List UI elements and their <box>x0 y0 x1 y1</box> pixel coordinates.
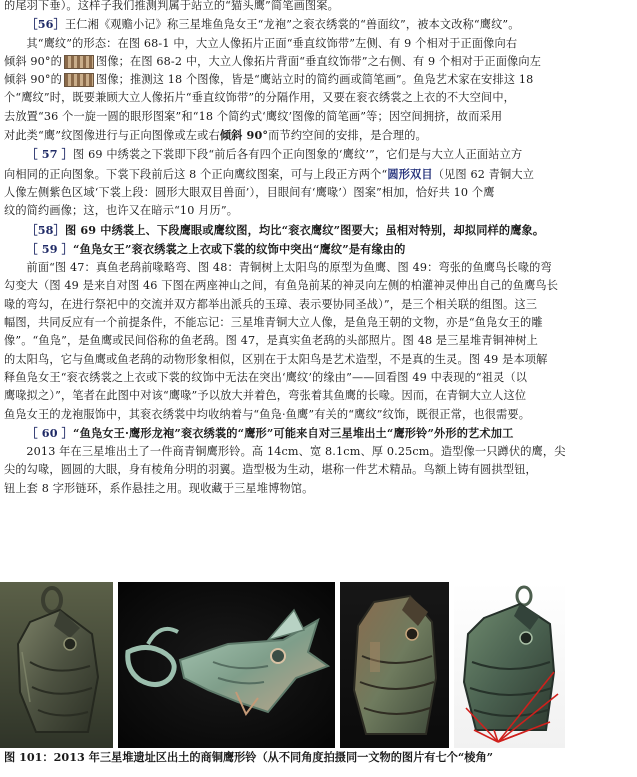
body-text <box>4 0 632 498</box>
note-59-heading: “鱼凫女王”衮衣绣裳之上衣或下裳的纹饰中突出“鹰纹”是有缘由的 <box>73 241 406 256</box>
note-60-para-c: 钮上套 8 字形链环，系作悬挂之用。现收藏于三星堆博物馆。 <box>4 481 314 495</box>
note-59-para-g: 释鱼凫女王“衮衣绣裳之上衣或下裳的纹饰中无法在突出‘鹰纹’的缘由”——回看图 49 中表现的“祖灵（以 <box>4 370 528 384</box>
note-57-para-b <box>4 165 632 184</box>
note-56-para-a: 其“鹰纹”的形态：在图 68-1 中，大立人像拓片正面“垂直纹饰带”左侧、有 9 个相对于正面像向右 <box>26 36 518 50</box>
note-59 <box>4 240 632 259</box>
note-60-heading: “鱼凫女王·鹰形龙袍”衮衣绣裳的“鹰形”可能来自对三星堆出土“鹰形铃”外形的艺术加工 <box>73 425 514 440</box>
note-58 <box>4 221 632 240</box>
note-56-para-e: 去放置“36 个一旋一圆的眼形图案”和“18 个简约式‘鹰纹’图像的简笔画”等；因空间拥挤，故而采用 <box>4 109 503 123</box>
photo-bell-angle <box>340 582 449 748</box>
photo-bell-front <box>0 582 113 748</box>
note-59-para-e: 像”。“鱼凫”，是鱼鹰或民间俗称的鱼老鸹。图 47，是真实鱼老鸹的头部照片。图 48 是三星堆青铜神树上 <box>4 334 538 348</box>
note-59-para-d: 幅图，共同反应有一个前提条件，不能忘记：三星堆青铜大立人像，是鱼凫王朝的文物，亦是“鱼凫女王的雕 <box>4 316 543 330</box>
figure-101-caption: 图 101：2013 年三星堆遗址区出土的商铜鹰形铃（从不同角度拍摄同一文物的图片有七个“棱角” <box>4 750 494 764</box>
note-60 <box>4 424 632 443</box>
note-56-para-f <box>4 126 632 145</box>
note-57 <box>4 145 632 164</box>
note-58-text: 图 69 中绣裳上、下段鹰眼或鹰纹图，均比“衮衣鹰纹”图要大；虽相对特别，却拟同样的鹰象。 <box>64 222 545 237</box>
line-1: 的尾羽下垂）。这样子我们推测判属于站立的“猫头鹰”简笔画图案。 <box>4 0 339 12</box>
note-56-para-c-start: 倾斜 90°的 <box>4 73 62 87</box>
note-59-para-c: 喙的弯勾，在进行祭祀中的交流并双方都举出派兵的玉璋、表示要协同圣战）”，是三个相关联的组图。这三 <box>4 297 538 311</box>
note-57-para-b-end: （见图 62 青铜大立 <box>432 167 535 181</box>
note-56-para-d: 个“鹰纹”时，既要兼顾大立人像拓片“垂直纹饰带”的分隔作用，又要在衮衣绣裳之上衣的不大空间中， <box>4 91 515 105</box>
note-56-label: ［56］ <box>26 17 65 32</box>
note-57-para-d: 纹的简约画像；这，也许又在暗示“10 月历”。 <box>4 204 239 218</box>
note-56-para-b-end: 图像；在图 68-2 中，大立人像拓片背面“垂直纹饰带”之右侧、有 9 个相对于正面像向左 <box>96 54 542 68</box>
note-57-text: 图 69 中绣裳之下裳即下段“前后各有四个正向图象的‘鹰纹’”，它们是与大立人正面站立方 <box>73 148 523 162</box>
note-56-text: 王仁湘《观赡小记》称三星堆鱼凫女王“龙袍”之衮衣绣裳的“兽面纹”，被本文改称“鹰纹”。 <box>64 18 520 32</box>
tilt-90-emphasis: 倾斜 90° <box>219 128 269 143</box>
photo-bell-side <box>118 582 335 748</box>
note-57-label: ［ 57 ］ <box>26 147 74 162</box>
note-56-para-b <box>4 53 632 71</box>
note-59-para-f: 的太阳鸟，它与鱼鹰或鱼老鸹的动物形象相似，区别在于太阳鸟是艺术造型，不是真的生灵。图 49 是本项解 <box>4 352 548 366</box>
note-59-para-h: 鹰喙拟之）”，笔者在此图中对该“鹰喙”予以放大并着色，弯张着其鱼鹰的长喙。因而，在青铜大立人这位 <box>4 389 527 403</box>
note-56-para-b-start: 倾斜 90°的 <box>4 54 62 68</box>
note-59-para-a: 前面“图 47：真鱼老鸹前喙略弯、图 48：青铜树上太阳鸟的原型为鱼鹰、图 49：弯张的鱼鹰鸟长喙的弯 <box>26 261 552 275</box>
eagle-pattern-icon <box>64 73 94 87</box>
photo-bell-annotated <box>454 582 565 748</box>
note-59-para-i: 鱼凫女王的龙袍服饰中，其衮衣绣裳中均收纳着与“鱼凫·鱼鹰”有关的“鹰纹”纹饰，既很正常，也很需要。 <box>4 407 531 421</box>
note-56-para-c-end: 图像；推测这 18 个图像，皆是“鹰站立时的简约画或简笔画”。鱼凫艺术家在安排这 18 <box>96 73 534 87</box>
note-58-label: ［58］ <box>26 222 65 237</box>
note-56-para-f-end: 而节约空间的安排，是合理的。 <box>268 129 427 143</box>
figure-101-photos <box>0 570 637 748</box>
note-56-para-c <box>4 71 632 89</box>
note-60-label: ［ 60 ］ <box>26 425 74 440</box>
note-57-para-c: 人像左侧紫色区域‘下裳上段：圆形大眼双目兽面’），目眼间有‘鹰喙’）图案”相加，恰好共 10 个鹰 <box>4 185 495 199</box>
note-56 <box>4 15 632 34</box>
note-59-para-b: 勾变大（图 49 是来自对图 46 下图在两座神山之间，有鱼凫前某的神灵向左侧的柏灌神灵伸出自己的鱼鹰鸟长 <box>4 279 559 293</box>
round-eyes-highlight: 圆形双目 <box>387 166 433 181</box>
eagle-pattern-icon <box>64 55 94 69</box>
note-60-para-b: 尖的勾喙，圆圆的大眼，身有棱角分明的羽翼。造型极为生动，堪称一件艺术精品。鸟额上铸有圆拱型钮， <box>4 463 537 477</box>
note-57-para-b-start: 向相同的正向图象。下裳下段前后这 8 个正向鹰纹图案，可与上段正方两个“ <box>4 167 388 181</box>
note-56-para-f-start: 对此类“鹰”纹图像进行与正向图像或左或右 <box>4 129 220 143</box>
note-59-label: ［ 59 ］ <box>26 241 74 256</box>
note-60-para-a: 2013 年在三星堆出土了一件商青铜鹰形铃。高 14cm、宽 8.1cm、厚 0.25cm。造型像一只蹲伏的鹰，尖 <box>26 445 566 459</box>
